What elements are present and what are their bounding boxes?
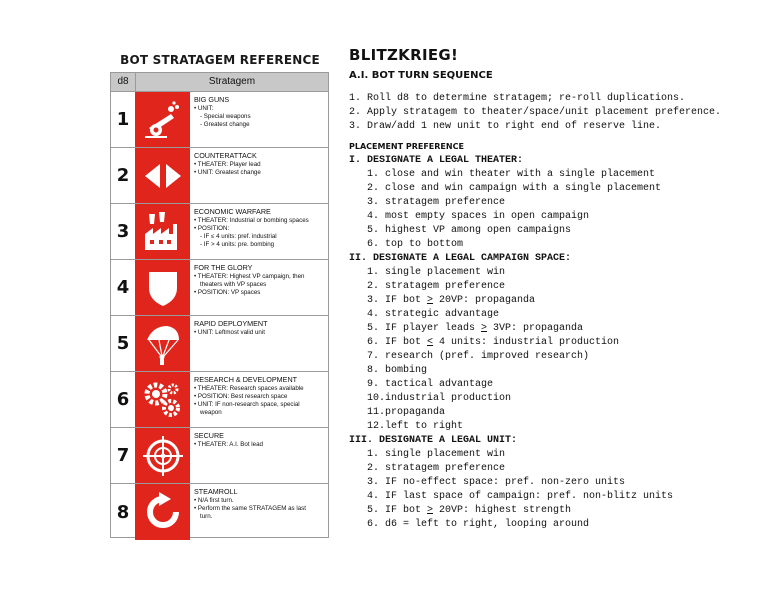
item-text: 3. IF no-effect space: pref. non-zero units	[367, 477, 626, 488]
sequence-step: 2. Apply stratagem to theater/space/unit placement preference.	[349, 107, 722, 118]
stratagem-detail: • POSITION: Best research space	[194, 393, 288, 400]
table-row	[111, 204, 328, 260]
item-text: 3VP: propaganda	[487, 323, 584, 334]
double-arrow-icon	[135, 148, 190, 203]
stratagem-description	[190, 372, 328, 427]
list-item	[349, 322, 759, 336]
d8-roll-number: 3	[116, 221, 130, 242]
item-text: 1. single placement win	[367, 267, 506, 278]
d8-roll-number: 7	[116, 445, 130, 466]
section-heading: III. DESIGNATE A LEGAL UNIT:	[349, 435, 518, 446]
stratagem-name: RAPID DEPLOYMENT	[194, 319, 268, 328]
page-title: BLITZKRIEG!	[349, 46, 459, 64]
stratagem-detail: - IF ≤ 4 units: pref. industrial	[200, 233, 277, 240]
comparison-symbol: >	[427, 505, 434, 516]
column-header-stratagem: Stratagem	[208, 76, 256, 87]
stratagem-name: ECONOMIC WARFARE	[194, 207, 271, 216]
list-item	[349, 196, 759, 210]
item-text: 9. tactical advantage	[367, 379, 494, 390]
item-text: 6. d6 = left to right, looping around	[367, 519, 590, 530]
list-item	[349, 224, 759, 238]
table-row	[111, 260, 328, 316]
stratagem-detail: - IF > 4 units: pre. bombing	[200, 241, 275, 248]
section-heading: II. DESIGNATE A LEGAL CAMPAIGN SPACE:	[349, 253, 572, 264]
list-item	[349, 182, 759, 196]
item-text: 4. strategic advantage	[367, 309, 500, 320]
list-item	[349, 378, 759, 392]
stratagem-description	[190, 428, 328, 483]
stratagem-description	[190, 204, 328, 259]
list-item	[349, 490, 759, 504]
stratagem-detail: • UNIT: IF non-research space, special	[194, 401, 300, 408]
stratagem-detail: - Greatest change	[200, 121, 250, 128]
stratagem-detail: turn.	[200, 513, 213, 520]
table-row	[111, 372, 328, 428]
rotate-arrow-icon	[135, 484, 190, 540]
cannon-icon	[135, 92, 190, 147]
stratagem-detail: - Special weapons	[200, 113, 251, 120]
placement-title: PLACEMENT PREFERENCE	[349, 142, 464, 151]
list-item	[349, 294, 759, 308]
sequence-list	[349, 92, 759, 134]
item-text: 8. bombing	[367, 365, 428, 376]
sequence-subtitle: A.I. BOT TURN SEQUENCE	[349, 70, 493, 81]
parachute-icon	[135, 316, 190, 371]
table-row	[111, 92, 328, 148]
item-text: 4 units: industrial production	[433, 337, 620, 348]
comparison-symbol: >	[481, 323, 488, 334]
stratagem-detail: • THEATER: Industrial or bombing spaces	[194, 217, 309, 224]
list-item	[349, 280, 759, 294]
turn-sequence-panel	[349, 46, 759, 532]
stratagem-detail: • POSITION:	[194, 225, 230, 232]
item-text: 20VP: highest strength	[433, 505, 572, 516]
d8-roll-number: 6	[116, 389, 130, 410]
item-text: 5. IF bot	[367, 505, 428, 516]
stratagem-name: STEAMROLL	[194, 487, 238, 496]
gears-icon	[135, 372, 190, 427]
column-header-d8: d8	[111, 73, 136, 91]
item-text: 12.left to right	[367, 421, 464, 432]
item-text: 3. IF bot	[367, 295, 428, 306]
section-heading: I. DESIGNATE A LEGAL THEATER:	[349, 155, 524, 166]
stratagem-detail: theaters with VP spaces	[200, 281, 267, 288]
list-item	[349, 168, 759, 182]
list-item	[349, 448, 759, 462]
comparison-symbol: <	[427, 337, 434, 348]
stratagem-detail: • POSITION: VP spaces	[194, 289, 261, 296]
sequence-step: 1. Roll d8 to determine stratagem; re-roll duplications.	[349, 93, 686, 104]
item-text: 7. research (pref. improved research)	[367, 351, 590, 362]
stratagem-detail: • Perform the same STRATAGEM as last	[194, 505, 306, 512]
stratagem-name: SECURE	[194, 431, 224, 440]
d8-roll-number: 8	[116, 501, 130, 523]
stratagem-detail: • N/A first turn.	[194, 497, 234, 504]
stratagem-detail: • THEATER: Highest VP campaign, then	[194, 273, 305, 280]
stratagem-table	[110, 72, 329, 538]
table-row	[111, 484, 328, 540]
list-item	[349, 476, 759, 490]
crosshair-icon	[135, 428, 190, 483]
stratagem-detail: • UNIT:	[194, 105, 214, 112]
list-item	[349, 238, 759, 252]
placement-sections	[349, 154, 759, 532]
comparison-symbol: >	[427, 295, 434, 306]
item-text: 1. single placement win	[367, 449, 506, 460]
stratagem-description	[190, 148, 328, 203]
stratagem-description	[190, 484, 328, 540]
list-item	[349, 406, 759, 420]
list-item	[349, 350, 759, 364]
item-text: 5. IF player leads	[367, 323, 482, 334]
list-item	[349, 504, 759, 518]
factory-bombing-icon	[135, 204, 190, 259]
table-row	[111, 316, 328, 372]
stratagem-description	[190, 92, 328, 147]
item-text: 20VP: propaganda	[433, 295, 536, 306]
list-item	[349, 518, 759, 532]
list-item	[349, 462, 759, 476]
list-item	[349, 210, 759, 224]
item-text: 3. stratagem preference	[367, 197, 506, 208]
list-item	[349, 364, 759, 378]
shield-icon	[135, 260, 190, 315]
sequence-step: 3. Draw/add 1 new unit to right end of reserve line.	[349, 121, 662, 132]
item-text: 6. IF bot	[367, 337, 428, 348]
reference-title: BOT STRATAGEM REFERENCE	[120, 53, 320, 67]
item-text: 4. IF last space of campaign: pref. non-blitz units	[367, 491, 674, 502]
stratagem-name: FOR THE GLORY	[194, 263, 253, 272]
item-text: 2. stratagem preference	[367, 281, 506, 292]
item-text: 2. stratagem preference	[367, 463, 506, 474]
stratagem-detail: • THEATER: A.I. Bot lead	[194, 441, 263, 448]
stratagem-detail: weapon	[200, 409, 222, 416]
item-text: 4. most empty spaces in open campaign	[367, 211, 590, 222]
table-row	[111, 148, 328, 204]
d8-roll-number: 2	[116, 165, 130, 186]
list-item	[349, 336, 759, 350]
list-item	[349, 392, 759, 406]
d8-roll-number: 5	[116, 333, 130, 354]
list-item	[349, 308, 759, 322]
stratagem-detail: • THEATER: Research spaces available	[194, 385, 304, 392]
list-item	[349, 266, 759, 280]
stratagem-description	[190, 316, 328, 371]
item-text: 6. top to bottom	[367, 239, 464, 250]
d8-roll-number: 1	[116, 109, 130, 130]
item-text: 10.industrial production	[367, 393, 512, 404]
item-text: 1. close and win theater with a single placement	[367, 169, 656, 180]
list-item	[349, 420, 759, 434]
stratagem-detail: • THEATER: Player lead	[194, 161, 261, 168]
stratagem-name: BIG GUNS	[194, 95, 230, 104]
stratagem-name: COUNTERATTACK	[194, 151, 257, 160]
item-text: 5. highest VP among open campaigns	[367, 225, 572, 236]
stratagem-description	[190, 260, 328, 315]
item-text: 11.propaganda	[367, 407, 446, 418]
stratagem-detail: • UNIT: Greatest change	[194, 169, 261, 176]
table-row	[111, 428, 328, 484]
stratagem-name: RESEARCH & DEVELOPMENT	[194, 375, 298, 384]
item-text: 2. close and win campaign with a single placement	[367, 183, 662, 194]
stratagem-detail: • UNIT: Leftmost valid unit	[194, 329, 265, 336]
d8-roll-number: 4	[116, 277, 130, 298]
table-header	[111, 73, 328, 92]
